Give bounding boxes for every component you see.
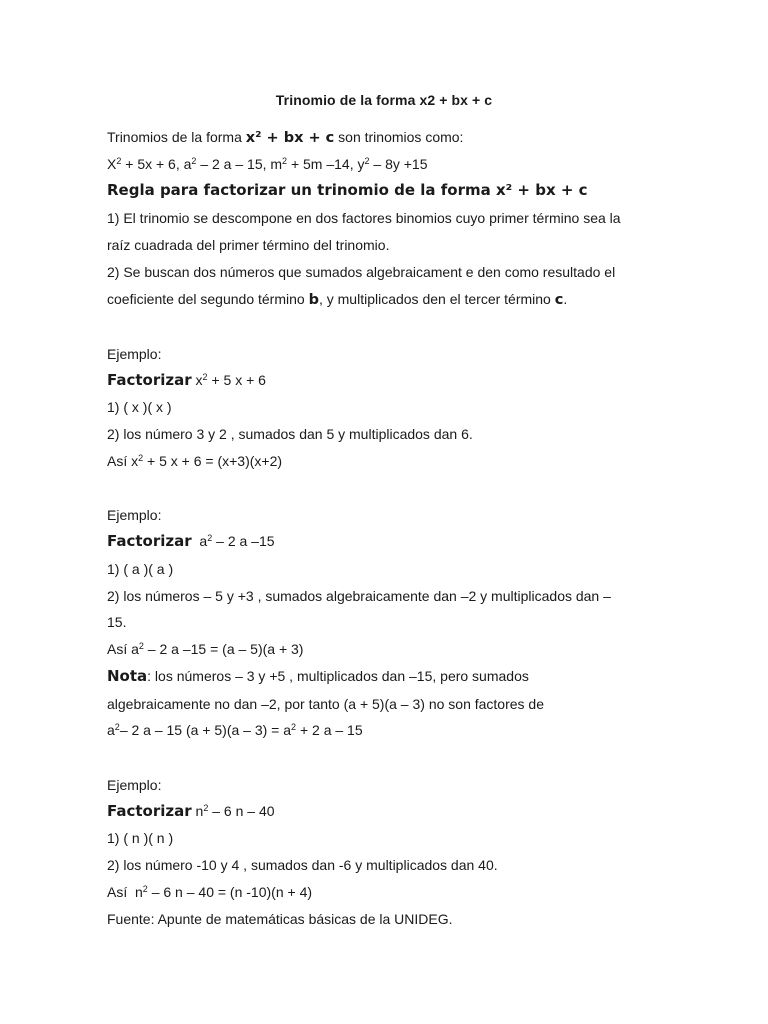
example2-step1: 1) ( a )( a ) [107,561,174,577]
factorizar-word: Factorizar [107,371,192,389]
rule1-line2: raíz cuadrada del primer término del trinomio. [107,237,390,253]
example1-result [107,452,282,470]
text-span: a [191,533,208,549]
text-span: : los números – 3 y +5 , multiplicados dan –15, pero sumados [147,668,529,684]
exponent: 2 [207,533,213,544]
text-span: – 2 a – 15 (a + 5)(a – 3) = a [119,722,292,738]
text-span: Así a [107,641,139,657]
text-span: + 5 x + 6 [207,372,266,388]
text-span: – 8y +15 [369,156,428,172]
text-span: – 2 a – 15, m [196,156,283,172]
intro-prefix: Trinomios de la forma [107,129,246,145]
text-span: – 2 a –15 [212,533,275,549]
factorizar-word: Factorizar [107,532,192,550]
example1-step1: 1) ( x )( x ) [107,399,172,415]
example2-step2-line1: 2) los números – 5 y +3 , sumados algebraicamente dan –2 y multiplicados dan – [107,588,611,604]
rule2-line1: 2) Se buscan dos números que sumados algebraicament e den como resultado el [107,264,616,280]
bold-term-b: b [308,292,319,308]
nota-word: Nota [107,667,148,685]
text-span: – 2 a –15 = (a – 5)(a + 3) [143,641,304,657]
example3-result [107,883,312,901]
factorizar-word: Factorizar [107,802,192,820]
example3-expression [107,802,275,820]
example1-expression [107,371,266,389]
exponent: 2 [142,884,148,895]
exponent: 2 [138,641,144,652]
exponent: 2 [191,156,197,167]
text-span: Así n [107,884,143,900]
text-span: + 2 a – 15 [296,722,363,738]
example2-expression [107,532,275,550]
text-span: , y multiplicados den el tercer término [318,291,555,307]
example2-label: Ejemplo: [107,507,162,523]
exponent: 2 [282,156,288,167]
example3-label: Ejemplo: [107,777,162,793]
example2-note-line1 [107,667,529,685]
text-span: . [563,291,568,307]
example2-result [107,640,303,658]
example2-note-line2: algebraicamente no dan –2, por tanto (a + 5)(a – 3) no son factores de [107,696,545,712]
intro-suffix: son trinomios como: [334,129,464,145]
example2-note-line3 [107,721,363,739]
exponent: 2 [364,156,370,167]
rule2-line2 [107,290,567,309]
exponent: 2 [116,156,122,167]
text-span: + 5x + 6, a [121,156,192,172]
rule1-line1: 1) El trinomio se descompone en dos factores binomios cuyo primer término sea la [107,210,621,226]
intro-formula: x² + bx + c [245,130,335,146]
example2-step2-line2: 15. [107,614,127,630]
rule-heading: Regla para factorizar un trinomio de la forma x² + bx + c [107,181,588,199]
text-span: + 5m –14, y [287,156,365,172]
exponent: 2 [114,722,120,733]
bold-term-c: c [554,292,564,308]
example1-step2: 2) los número 3 y 2 , sumados dan 5 y multiplicados dan 6. [107,426,473,442]
source-line: Fuente: Apunte de matemáticas básicas de la UNIDEG. [107,911,453,927]
example3-step1: 1) ( n )( n ) [107,830,174,846]
text-span: x [191,372,203,388]
example1-label: Ejemplo: [107,346,162,362]
intro-line [107,128,463,147]
text-span: + 5 x + 6 = (x+3)(x+2) [143,453,283,469]
text-span: – 6 n – 40 = (n -10)(n + 4) [147,884,313,900]
exponent: 2 [202,372,208,383]
trinomial-examples-line [107,155,428,173]
text-span: n [191,803,204,819]
text-span: – 6 n – 40 [208,803,275,819]
text-span: a [107,722,115,738]
exponent: 2 [138,453,144,464]
text-span: Así x [107,453,139,469]
text-span: X [107,156,117,172]
exponent: 2 [291,722,297,733]
text-span: coeficiente del segundo término [107,291,309,307]
exponent: 2 [203,803,209,814]
example3-step2: 2) los número -10 y 4 , sumados dan -6 y multiplicados dan 40. [107,857,498,873]
page-title: Trinomio de la forma x2 + bx + c [275,92,493,108]
